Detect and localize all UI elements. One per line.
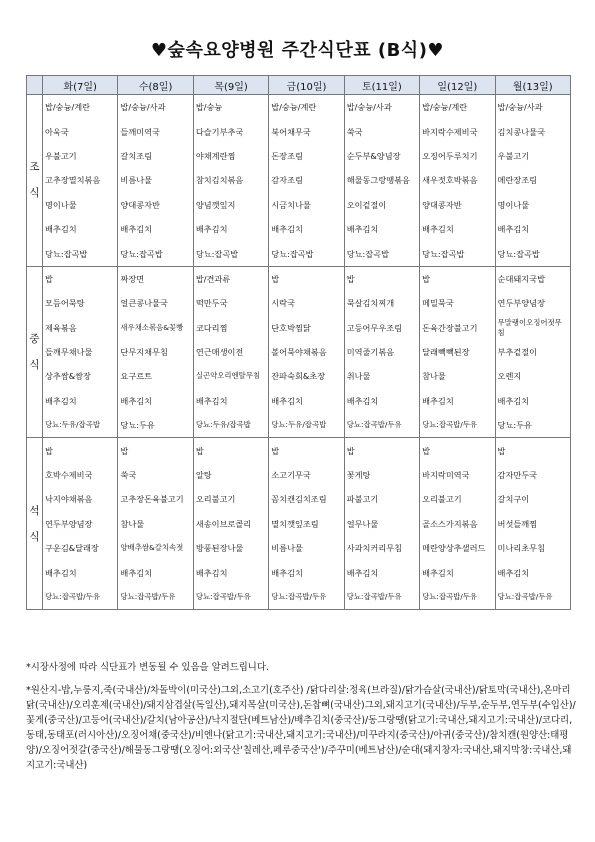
menu-cell: 얼큰콩나물국 [118, 291, 193, 315]
menu-row [27, 413, 571, 438]
change-notice: *시장사정에 따라 식단표가 변동될 수 있음을 알려드립니다. [26, 662, 269, 673]
menu-cell: 밥 [420, 438, 495, 463]
menu-row [27, 241, 571, 266]
meal-label-char: 중 [29, 333, 40, 346]
page-title: ♥숲속요양병원 주간식단표 (B식)♥ [150, 40, 445, 61]
menu-cell: 꼼치캔김치조림 [269, 487, 344, 511]
menu-cell: 배추김치 [269, 389, 344, 413]
menu-cell: 바지락수제비국 [420, 119, 495, 143]
menu-row [27, 487, 571, 511]
menu-cell: 구운김&달래장 [43, 536, 118, 560]
meal-label-char: 식 [29, 359, 40, 372]
menu-cell: 연근매생이전 [193, 340, 268, 364]
menu-cell: 명이나물 [495, 193, 570, 217]
meal-label-char: 조 [29, 161, 40, 174]
menu-cell: 참나물 [118, 512, 193, 536]
menu-row [27, 463, 571, 487]
menu-cell: 다슬기부추국 [193, 119, 268, 143]
menu-cell: 배추김치 [344, 217, 419, 241]
menu-cell: 당뇨:두유/잡곡밥 [43, 413, 118, 438]
menu-cell: 시금치나물 [269, 193, 344, 217]
notes [26, 660, 576, 784]
menu-cell: 새송이브로콜리 [193, 512, 268, 536]
menu-cell: 배추김치 [420, 560, 495, 584]
menu-cell: 배추김치 [269, 217, 344, 241]
menu-cell: 미역줄기볶음 [344, 340, 419, 364]
menu-cell: 참치김치볶음 [193, 168, 268, 192]
menu-body [27, 95, 571, 610]
menu-cell: 배추김치 [344, 389, 419, 413]
menu-cell: 순대돼지국밥 [495, 266, 570, 291]
weekly-menu-table [26, 75, 571, 610]
menu-cell: 들깨미역국 [118, 119, 193, 143]
menu-cell: 순두부&양념장 [344, 144, 419, 168]
menu-row [27, 291, 571, 315]
menu-cell: 골소스가지볶음 [420, 512, 495, 536]
menu-cell: 배추김치 [495, 389, 570, 413]
menu-cell: 새우젓호박볶음 [420, 168, 495, 192]
menu-row [27, 340, 571, 364]
menu-cell: 당뇨:잡곡밥 [43, 241, 118, 266]
day-header: 일(12일) [420, 76, 495, 95]
day-header: 화(7일) [43, 76, 118, 95]
header-corner [27, 76, 43, 95]
menu-cell: 밥/숭늉 [193, 95, 268, 120]
menu-cell: 북어채무국 [269, 119, 344, 143]
menu-cell: 당뇨:잡곡밥/두유 [43, 585, 118, 610]
menu-cell: 달래빽빽된장 [420, 340, 495, 364]
menu-cell: 밥/숭늉/계란 [269, 95, 344, 120]
menu-cell: 오리불고기 [420, 487, 495, 511]
menu-cell: 쑥국 [344, 119, 419, 143]
menu-cell: 사과치커리무침 [344, 536, 419, 560]
menu-cell: 배추김치 [118, 560, 193, 584]
menu-cell: 당뇨:잡곡밥/두유 [344, 585, 419, 610]
menu-cell: 당뇨:잡곡밥 [118, 241, 193, 266]
menu-cell: 방풍된장나물 [193, 536, 268, 560]
menu-cell: 돈장조림 [269, 144, 344, 168]
menu-cell: 바지락미역국 [420, 463, 495, 487]
day-header: 목(9일) [193, 76, 268, 95]
menu-cell: 낙지야채볶음 [43, 487, 118, 511]
menu-cell: 제육볶음 [43, 316, 118, 340]
menu-cell: 무말랭이오징어젓무침 [495, 316, 570, 340]
menu-row [27, 364, 571, 388]
menu-cell: 갈치조림 [118, 144, 193, 168]
menu-cell: 참나물 [420, 364, 495, 388]
menu-cell: 밥 [193, 438, 268, 463]
menu-cell: 당뇨:잡곡밥/두유 [118, 585, 193, 610]
menu-row [27, 217, 571, 241]
menu-cell: 고추장멸치볶음 [43, 168, 118, 192]
menu-cell: 감자만두국 [495, 463, 570, 487]
menu-cell: 밥/견과류 [193, 266, 268, 291]
menu-cell: 배추김치 [118, 389, 193, 413]
menu-row [27, 438, 571, 463]
menu-cell: 알탕 [193, 463, 268, 487]
menu-cell: 배추김치 [43, 560, 118, 584]
menu-cell: 당뇨:잡곡밥/두유 [269, 585, 344, 610]
menu-cell: 당뇨:잡곡밥/두유 [420, 413, 495, 438]
menu-cell: 잔파숙회&초장 [269, 364, 344, 388]
menu-cell: 연두부양념장 [495, 291, 570, 315]
menu-cell: 메밀묵국 [420, 291, 495, 315]
menu-cell: 배추김치 [495, 560, 570, 584]
meal-label-char: 석 [29, 504, 40, 517]
menu-cell: 밥 [495, 438, 570, 463]
menu-cell: 당뇨:잡곡밥 [269, 241, 344, 266]
menu-cell: 쑥국 [118, 463, 193, 487]
menu-cell: 모듬어묵탕 [43, 291, 118, 315]
menu-cell: 비름나물 [269, 536, 344, 560]
menu-cell: 상추쌈&쌈장 [43, 364, 118, 388]
menu-cell: 볼어묵야채볶음 [269, 340, 344, 364]
menu-cell: 밥 [43, 438, 118, 463]
menu-cell: 짜장면 [118, 266, 193, 291]
menu-cell: 비름나물 [118, 168, 193, 192]
meal-label-lunch [27, 266, 43, 438]
menu-cell: 양대콩자반 [420, 193, 495, 217]
menu-cell: 배추김치 [193, 389, 268, 413]
menu-cell: 코다리찜 [193, 316, 268, 340]
day-header-row [27, 76, 571, 95]
menu-cell: 감자조림 [269, 168, 344, 192]
menu-cell: 밥 [269, 266, 344, 291]
menu-cell: 배추김치 [193, 560, 268, 584]
menu-row [27, 585, 571, 610]
meal-label-char: 식 [29, 530, 40, 543]
menu-cell: 실곤약오리엔탈무침 [193, 364, 268, 388]
menu-row [27, 512, 571, 536]
menu-cell: 밥/숭늉/사과 [344, 95, 419, 120]
menu-row [27, 119, 571, 143]
menu-cell: 밥 [344, 266, 419, 291]
menu-cell: 멸치깻잎조림 [269, 512, 344, 536]
menu-row [27, 389, 571, 413]
menu-cell: 호박수제비국 [43, 463, 118, 487]
menu-cell: 소고기무국 [269, 463, 344, 487]
menu-cell: 해물동그랑땡볶음 [344, 168, 419, 192]
menu-cell: 당뇨:두유/잡곡밥 [269, 413, 344, 438]
menu-cell: 야채계란찜 [193, 144, 268, 168]
menu-cell: 버섯들깨찜 [495, 512, 570, 536]
menu-cell: 양배추쌈&갈치속젓 [118, 536, 193, 560]
menu-cell: 고등어무우조림 [344, 316, 419, 340]
day-header: 토(11일) [344, 76, 419, 95]
day-header: 금(10일) [269, 76, 344, 95]
menu-cell: 갈치구이 [495, 487, 570, 511]
menu-cell: 밥/숭늉/계란 [43, 95, 118, 120]
menu-cell: 배추김치 [420, 389, 495, 413]
menu-row [27, 168, 571, 192]
menu-cell: 밥 [43, 266, 118, 291]
menu-cell: 배추김치 [420, 217, 495, 241]
menu-cell: 단호박찜닭 [269, 316, 344, 340]
menu-cell: 배추김치 [43, 217, 118, 241]
menu-cell: 당뇨:두유/잡곡밥 [193, 413, 268, 438]
menu-row [27, 266, 571, 291]
meal-label-breakfast [27, 95, 43, 267]
menu-cell: 취나물 [344, 364, 419, 388]
menu-row [27, 144, 571, 168]
menu-cell: 양대콩자반 [118, 193, 193, 217]
menu-cell: 배추김치 [193, 217, 268, 241]
menu-cell: 오징어두루치기 [420, 144, 495, 168]
menu-cell: 들깨무채나물 [43, 340, 118, 364]
meal-label-char: 식 [29, 187, 40, 200]
menu-cell: 당뇨:두유 [495, 413, 570, 438]
menu-cell: 우불고기 [495, 144, 570, 168]
menu-cell: 아욱국 [43, 119, 118, 143]
meal-label-dinner [27, 438, 43, 610]
menu-cell: 밥 [118, 438, 193, 463]
menu-cell: 메란양상추샐러드 [420, 536, 495, 560]
menu-cell: 당뇨:잡곡밥/두유 [420, 585, 495, 610]
menu-cell: 배추김치 [269, 560, 344, 584]
menu-cell: 파불고기 [344, 487, 419, 511]
menu-cell: 얼무나물 [344, 512, 419, 536]
menu-row [27, 193, 571, 217]
menu-cell: 밥 [344, 438, 419, 463]
menu-row [27, 536, 571, 560]
menu-cell: 새우채소볶음&꽃빵 [118, 316, 193, 340]
menu-cell: 당뇨:두유 [118, 413, 193, 438]
menu-cell: 당뇨:잡곡밥 [420, 241, 495, 266]
menu-cell: 시락국 [269, 291, 344, 315]
menu-cell: 배추김치 [118, 217, 193, 241]
menu-cell: 부추겉절이 [495, 340, 570, 364]
menu-cell: 고추장돈육불고기 [118, 487, 193, 511]
day-header: 월(13일) [495, 76, 570, 95]
menu-cell: 우불고기 [43, 144, 118, 168]
menu-cell: 당뇨:잡곡밥/두유 [495, 585, 570, 610]
menu-cell: 밥 [269, 438, 344, 463]
menu-cell: 배추김치 [344, 560, 419, 584]
menu-cell: 꽃게탕 [344, 463, 419, 487]
menu-cell: 밥/숭늉/계란 [420, 95, 495, 120]
menu-cell: 양념깻잎지 [193, 193, 268, 217]
menu-cell: 당뇨:잡곡밥 [193, 241, 268, 266]
origin-notice: *원산지-밥,누룽지,죽(국내산)/차돌박이(미국산)그외,소고기(호주산) /닭다리살:정육(브라질)/닭가슴살(국내산)/닭토막(국내산),온마리닭(국내산)/오리훈제(국내산)/돼지삼겹살(독일산),돼지목살(미국산),돈찹뼈(국내산)그외,돼지고기(국내산)/두부,순두부,연두부(수입산)/꽃게(중국산)/고등어(국내산)/갈치(남아공산)/낙지절단(베트남산)/배추김치(중국산)/동그랑땡(닭고기:국내산,돼지고기:국내산)/코다리,동태,동태포(러시아산)/오징어채(중국산)/비엔나(닭고기:국내산,돼지고기:국내산)/미꾸라지(중국산)/아귀(중국산)/참치캔(원양산:태평양)/오징어젓갈(중국산)/해물동그랑땡(오징어:외국산'칠레산,페루중국산')/주꾸미(베트남산)/순대(돼지창자:국내산,돼지막창:국내산,돼지고기:국내산) [26, 685, 576, 771]
menu-cell: 당뇨:잡곡밥 [344, 241, 419, 266]
menu-cell: 당뇨:잡곡밥 [495, 241, 570, 266]
menu-cell: 배추김치 [43, 389, 118, 413]
menu-cell: 메란장조림 [495, 168, 570, 192]
menu-cell: 돈육간장불고기 [420, 316, 495, 340]
menu-cell: 오이겉절이 [344, 193, 419, 217]
menu-cell: 김치콩나물국 [495, 119, 570, 143]
menu-cell: 미나리초무침 [495, 536, 570, 560]
menu-row [27, 95, 571, 120]
menu-row [27, 560, 571, 584]
menu-cell: 명이나물 [43, 193, 118, 217]
menu-cell: 떡만두국 [193, 291, 268, 315]
menu-cell: 연두부양념장 [43, 512, 118, 536]
menu-cell: 배추김치 [495, 217, 570, 241]
menu-cell: 밥/숭늉/사과 [118, 95, 193, 120]
menu-cell: 오리불고기 [193, 487, 268, 511]
menu-row [27, 316, 571, 340]
day-header: 수(8일) [118, 76, 193, 95]
menu-cell: 밥 [420, 266, 495, 291]
menu-cell: 밥/숭늉/사과 [495, 95, 570, 120]
menu-cell: 단무지채무침 [118, 340, 193, 364]
menu-cell: 요구르트 [118, 364, 193, 388]
menu-cell: 당뇨:잡곡밥/두유 [193, 585, 268, 610]
menu-cell: 당뇨:잡곡밥/두유 [344, 413, 419, 438]
menu-cell: 묵살김치찌개 [344, 291, 419, 315]
menu-cell: 오렌지 [495, 364, 570, 388]
